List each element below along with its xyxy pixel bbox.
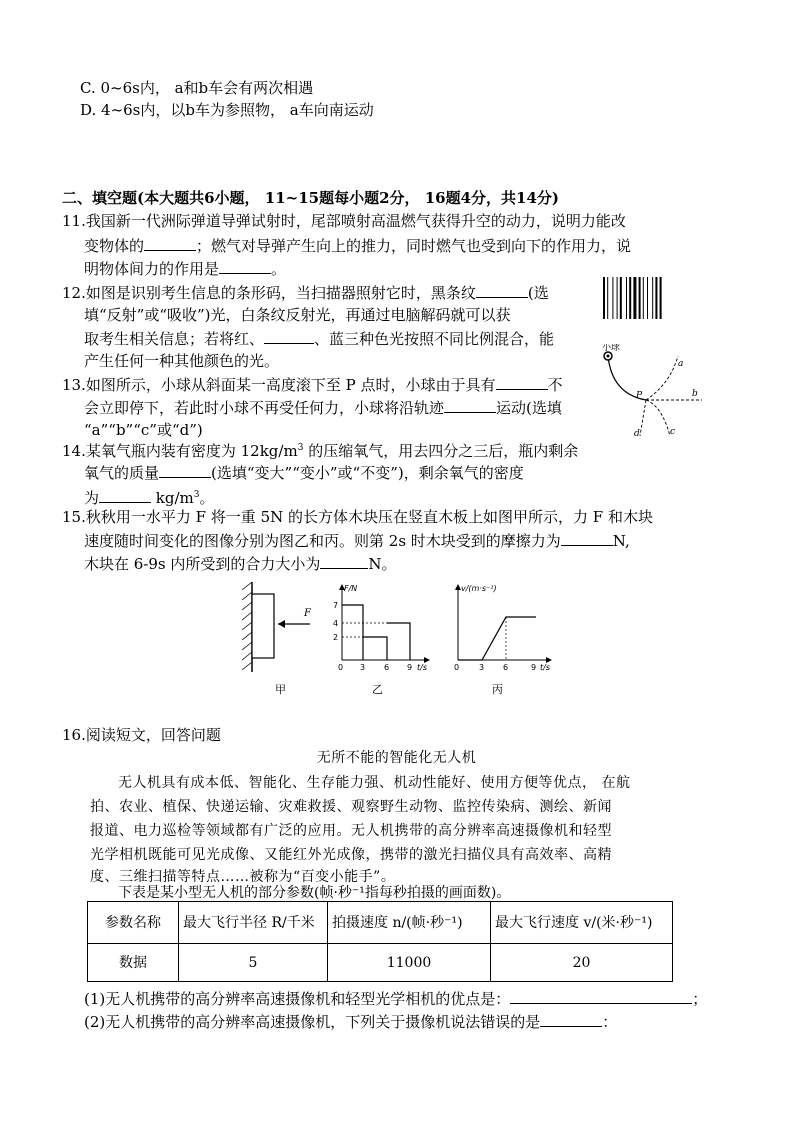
figure-jia (234, 580, 324, 700)
choice-c: C. 0~6s内， a和b车会有两次相遇 (80, 79, 314, 97)
bing-xunit: t/s (540, 663, 550, 672)
trajectory-d (640, 400, 646, 436)
q12-line1: 12.如图是识别考生信息的条形码，当扫描器照射它时，黑条纹 (选 (62, 284, 549, 302)
answer-blank[interactable] (219, 258, 271, 274)
header-cell: 最大飞行半径 R/千米 (179, 902, 328, 944)
ball-label: 小球 (602, 344, 621, 353)
force-label: F (304, 608, 311, 619)
wall-hatching (242, 582, 252, 670)
q13-line2: 会立即停下，若此时小球不再受任何力，小球将沿轨迹 运动(选填 (84, 399, 562, 417)
barcode-bar (607, 277, 608, 319)
parameters-table (87, 901, 673, 982)
yi-segment-3-6 (363, 637, 387, 660)
header-cell: 最大飞行速度 v/(米·秒⁻¹) (491, 902, 673, 944)
barcode-bar (639, 277, 641, 319)
barcode-bar (660, 277, 662, 319)
yi-tick-2: 2 (333, 633, 339, 642)
yi-tick-9: 9 (407, 663, 413, 672)
trajectory-c (646, 400, 670, 436)
bing-ylabel: v/(m·s⁻¹) (461, 584, 497, 593)
table-intro: 下表是某小型无人机的部分参数(帧·秒⁻¹指每秒拍摄的画面数)。 (118, 885, 511, 901)
q13-line3: “a”“b”“c”或“d”) (84, 421, 203, 439)
q13-line1: 13.如图所示，小球从斜面某一高度滚下至 P 点时，小球由于具有 不 (62, 376, 563, 394)
q14-line1: 14.某氧气瓶内装有密度为 $12kg/m^3$ 的压缩氧气，用去四分之三后，瓶内剩余 (62, 442, 579, 460)
answer-blank[interactable] (561, 530, 613, 546)
barcode-bar (612, 277, 613, 319)
header-cell: 参数名称 (88, 902, 179, 944)
yi-tick-7: 7 (333, 601, 339, 610)
article-p4: 光学相机既能可见光成像、又能红外光成像，携带的激光扫描仪具有高效率、高精 (90, 847, 612, 863)
yi-tick-6: 6 (384, 663, 390, 672)
q16-sub2: (2)无人机携带的高分辨率高速摄像机，下列关于摄像机说法错误的是 ： (84, 1013, 618, 1031)
row-label: 数据 (88, 944, 179, 982)
barcode-bars (603, 277, 662, 319)
answer-blank[interactable] (159, 462, 211, 478)
answer-blank[interactable] (144, 235, 196, 251)
q15-line2: 速度随时间变化的图像分别为图乙和丙。则第 2s 时木块受到的摩擦力为 N, (84, 532, 630, 550)
figure-bing-velocity-time (446, 580, 558, 700)
barcode-bar (652, 277, 653, 319)
answer-blank[interactable] (264, 328, 314, 344)
yi-xunit: t/s (417, 663, 427, 672)
answer-blank[interactable] (476, 282, 528, 298)
q11-line1: 11.我国新一代洲际弹道导弹试射时，尾部喷射高温燃气获得升空的动力，说明力能改 (62, 212, 626, 230)
table-header-row (88, 902, 673, 944)
yi-tick-4: 4 (333, 619, 339, 628)
barcode-bar (617, 277, 618, 319)
yi-tick-0: 0 (338, 663, 344, 672)
q14-line3: 为 $kg/m^3$。 (84, 489, 215, 507)
point-p-label: P (636, 391, 643, 401)
article-title: 无所不能的智能化无人机 (316, 750, 477, 766)
bing-velocity-line (458, 617, 536, 660)
answer-blank[interactable] (320, 553, 368, 569)
figure-yi-force-time (328, 580, 434, 700)
q11-line3: 明物体间力的作用是 。 (84, 260, 287, 278)
bing-tick-6: 6 (503, 663, 509, 672)
barcode-bar (629, 277, 631, 319)
barcode-bar (633, 277, 636, 319)
q15-line3: 木块在 6-9s 内所受到的合力大小为 N。 (84, 555, 397, 573)
label-b: b (692, 389, 698, 399)
barcode-bar (603, 277, 605, 319)
table-cell: 5 (179, 944, 328, 982)
q14-line2: 氧气的质量 (选填“变大”“变小”或“不变”)，剩余氧气的密度 (84, 464, 524, 482)
barcode-bar (647, 277, 648, 319)
article-p5: 度、三维扫描等特点……被称为“百变小能手”。 (90, 869, 396, 885)
bing-tick-0: 0 (454, 663, 460, 672)
answer-blank[interactable] (510, 988, 692, 1004)
wood-block (252, 594, 274, 658)
choice-d: D. 4~6s内，以b车为参照物， a车向南运动 (80, 101, 374, 119)
caption-bing: 丙 (492, 683, 503, 696)
yi-segment-6-9 (387, 623, 410, 660)
bing-tick-9: 9 (531, 663, 537, 672)
article-p3: 报道、电力巡检等领域都有广泛的应用。无人机携带的高分辨率高速摄像机和轻型 (90, 823, 612, 839)
barcode-bar (655, 277, 657, 319)
table-row (88, 944, 673, 982)
yi-tick-3: 3 (360, 663, 366, 672)
barcode-bar (626, 277, 627, 319)
q11-line2: 变物体的 ；燃气对导弹产生向上的推力，同时燃气也受到向下的作用力，说 (84, 237, 632, 255)
barcode-figure (602, 276, 694, 320)
label-c: c (670, 427, 676, 437)
trajectory-a (646, 356, 678, 400)
section-title: 二、填空题(本大题共6小题， 11~15题每小题2分， 16题4分，共14分) (62, 189, 560, 207)
yi-segment-0-3 (342, 605, 363, 660)
answer-blank[interactable] (99, 487, 151, 503)
q12-line4: 产生任何一种其他颜色的光。 (84, 352, 280, 370)
q12-line3: 取考生相关信息；若将红、 、蓝三种色光按照不同比例混合，能 (84, 330, 555, 348)
answer-blank[interactable] (540, 1011, 602, 1027)
caption-jia: 甲 (275, 683, 286, 696)
barcode-bar (620, 277, 622, 319)
article-p2: 拍、农业、植保、快递运输、灾难救援、观察野生动物、监控传染病、测绘、新闻 (90, 799, 612, 815)
header-cell: 拍摄速度 n/(帧·秒⁻¹) (328, 902, 491, 944)
q15-line1: 15.秋秋用一水平力 F 将一重 5N 的长方体木块压在竖直木板上如图甲所示，力 F 和木块 (62, 508, 653, 526)
table-cell: 11000 (328, 944, 491, 982)
q16-sub1: (1)无人机携带的高分辨率高速摄像机和轻型光学相机的优点是： ； (84, 990, 708, 1008)
trajectory-figure (598, 344, 708, 444)
article-p1: 无人机具有成本低、智能化、生存能力强、机动性能好、使用方便等优点， 在航 (118, 775, 631, 791)
bing-tick-3: 3 (479, 663, 485, 672)
yi-ylabel: F/N (344, 584, 358, 593)
answer-blank[interactable] (496, 374, 548, 390)
q12-line2: 填“反射”或“吸收”)光，白条纹反射光，再通过电脑解码就可以获 (84, 306, 511, 324)
answer-blank[interactable] (444, 397, 496, 413)
q16-intro: 16.阅读短文，回答问题 (62, 726, 221, 744)
caption-yi: 乙 (372, 683, 383, 696)
table-cell: 20 (491, 944, 673, 982)
label-d: d (634, 429, 640, 439)
barcode-bar (643, 277, 644, 319)
label-a: a (678, 359, 684, 369)
